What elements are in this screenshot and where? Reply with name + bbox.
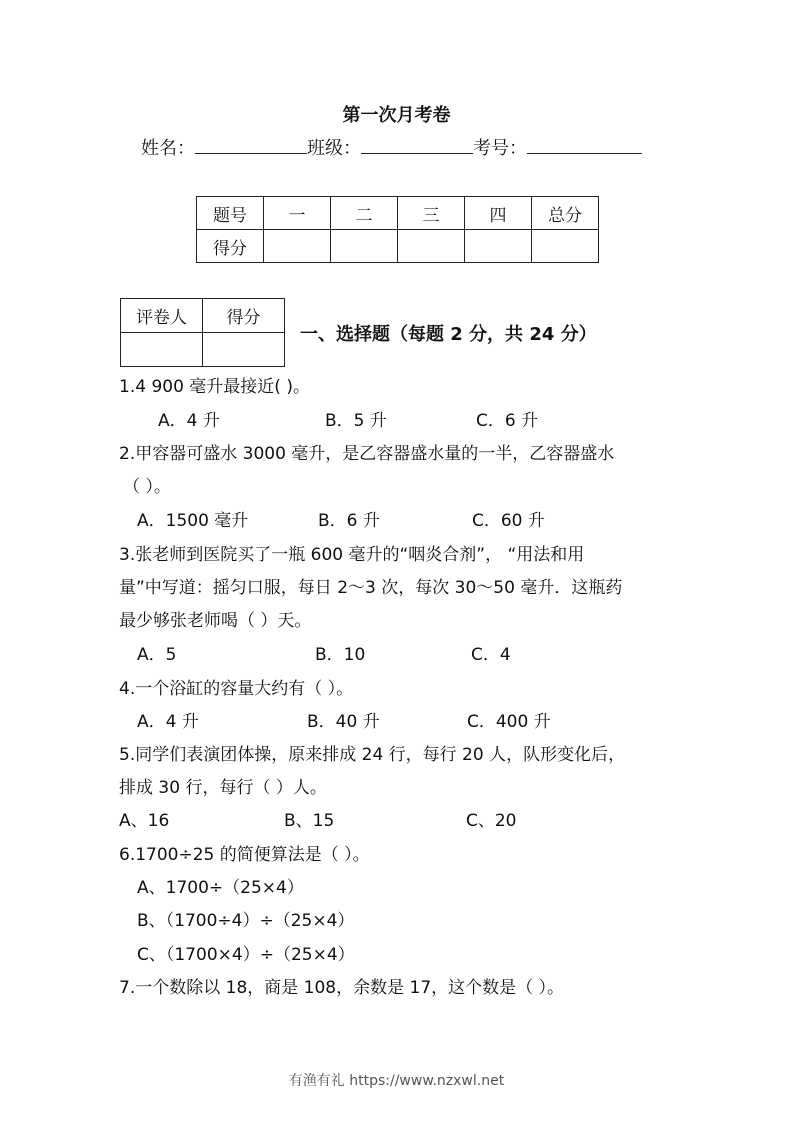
- grader-cell: [121, 333, 203, 367]
- question-6: 6.1700÷25 的简便算法是（ ）。: [119, 845, 370, 865]
- score-cell: [465, 230, 532, 263]
- question-4: 4.一个浴缸的容量大约有（ ）。: [119, 679, 354, 699]
- q6-option-b: B、（1700÷4）÷（25×4）: [137, 911, 355, 931]
- name-blank: [195, 135, 307, 154]
- id-label: 考号：: [473, 138, 527, 159]
- score-table-score-row: [197, 230, 599, 263]
- q1-option-c: C．6 升: [476, 411, 539, 431]
- id-blank: [527, 135, 642, 154]
- q4-option-c: C．400 升: [467, 712, 551, 732]
- class-blank: [361, 135, 473, 154]
- footer-watermark: 有渔有礼 https://www.nzxwl.net: [288, 1073, 505, 1089]
- q2-option-a: A．1500 毫升: [137, 511, 249, 531]
- q6-option-a: A、1700÷（25×4）: [137, 878, 304, 898]
- q1-option-b: B．5 升: [325, 411, 387, 431]
- question-3-line-2: 量”中写道：摇匀口服，每日 2～3 次，每次 30～50 毫升．这瓶药: [119, 578, 623, 598]
- grader-header: 评卷人: [121, 299, 203, 333]
- question-2-line-2: （ ）。: [123, 477, 171, 497]
- q3-option-b: B．10: [315, 645, 366, 665]
- score-cell: 得分: [197, 230, 264, 263]
- grader-table: [120, 298, 285, 367]
- score-cell: [398, 230, 465, 263]
- score-cell: 二: [331, 197, 398, 230]
- q4-option-a: A．4 升: [137, 712, 199, 732]
- score-cell: [532, 230, 599, 263]
- question-1: 1.4 900 毫升最接近( )。: [119, 377, 310, 397]
- question-7: 7.一个数除以 18，商是 108，余数是 17，这个数是（ ）。: [119, 978, 565, 998]
- q6-option-c: C、（1700×4）÷（25×4）: [137, 945, 355, 965]
- q5-option-b: B、15: [284, 811, 335, 831]
- q3-option-a: A．5: [137, 645, 177, 665]
- q5-option-c: C、20: [466, 811, 517, 831]
- section-title: 一、选择题（每题 2 分，共 24 分）: [300, 324, 597, 345]
- q1-option-a: A．4 升: [158, 411, 220, 431]
- question-5-line-1: 5.同学们表演团体操，原来排成 24 行，每行 20 人，队形变化后，: [119, 745, 626, 765]
- score-cell: 总分: [532, 197, 599, 230]
- q2-option-c: C．60 升: [472, 511, 545, 531]
- score-cell: 四: [465, 197, 532, 230]
- question-3-line-1: 3.张老师到医院买了一瓶 600 毫升的“咽炎合剂”， “用法和用: [119, 545, 585, 565]
- score-cell: 三: [398, 197, 465, 230]
- page-title: 第一次月考卷: [342, 105, 451, 126]
- student-info-line: [141, 134, 642, 160]
- q4-option-b: B．40 升: [307, 712, 380, 732]
- q2-option-b: B．6 升: [318, 511, 380, 531]
- q5-option-a: A、16: [119, 811, 170, 831]
- score-table: [196, 196, 599, 263]
- score-cell: [264, 230, 331, 263]
- class-label: 班级：: [307, 138, 361, 159]
- name-label: 姓名：: [141, 138, 195, 159]
- question-5-line-2: 排成 30 行，每行（ ）人。: [119, 778, 327, 798]
- question-2-line-1: 2.甲容器可盛水 3000 毫升，是乙容器盛水量的一半，乙容器盛水: [119, 444, 615, 464]
- grader-score-header: 得分: [203, 299, 285, 333]
- score-table-header-row: [197, 197, 599, 230]
- grader-score-cell: [203, 333, 285, 367]
- score-cell: 一: [264, 197, 331, 230]
- q3-option-c: C．4: [471, 645, 511, 665]
- score-cell: [331, 230, 398, 263]
- score-cell: 题号: [197, 197, 264, 230]
- question-3-line-3: 最少够张老师喝（ ）天。: [119, 611, 312, 631]
